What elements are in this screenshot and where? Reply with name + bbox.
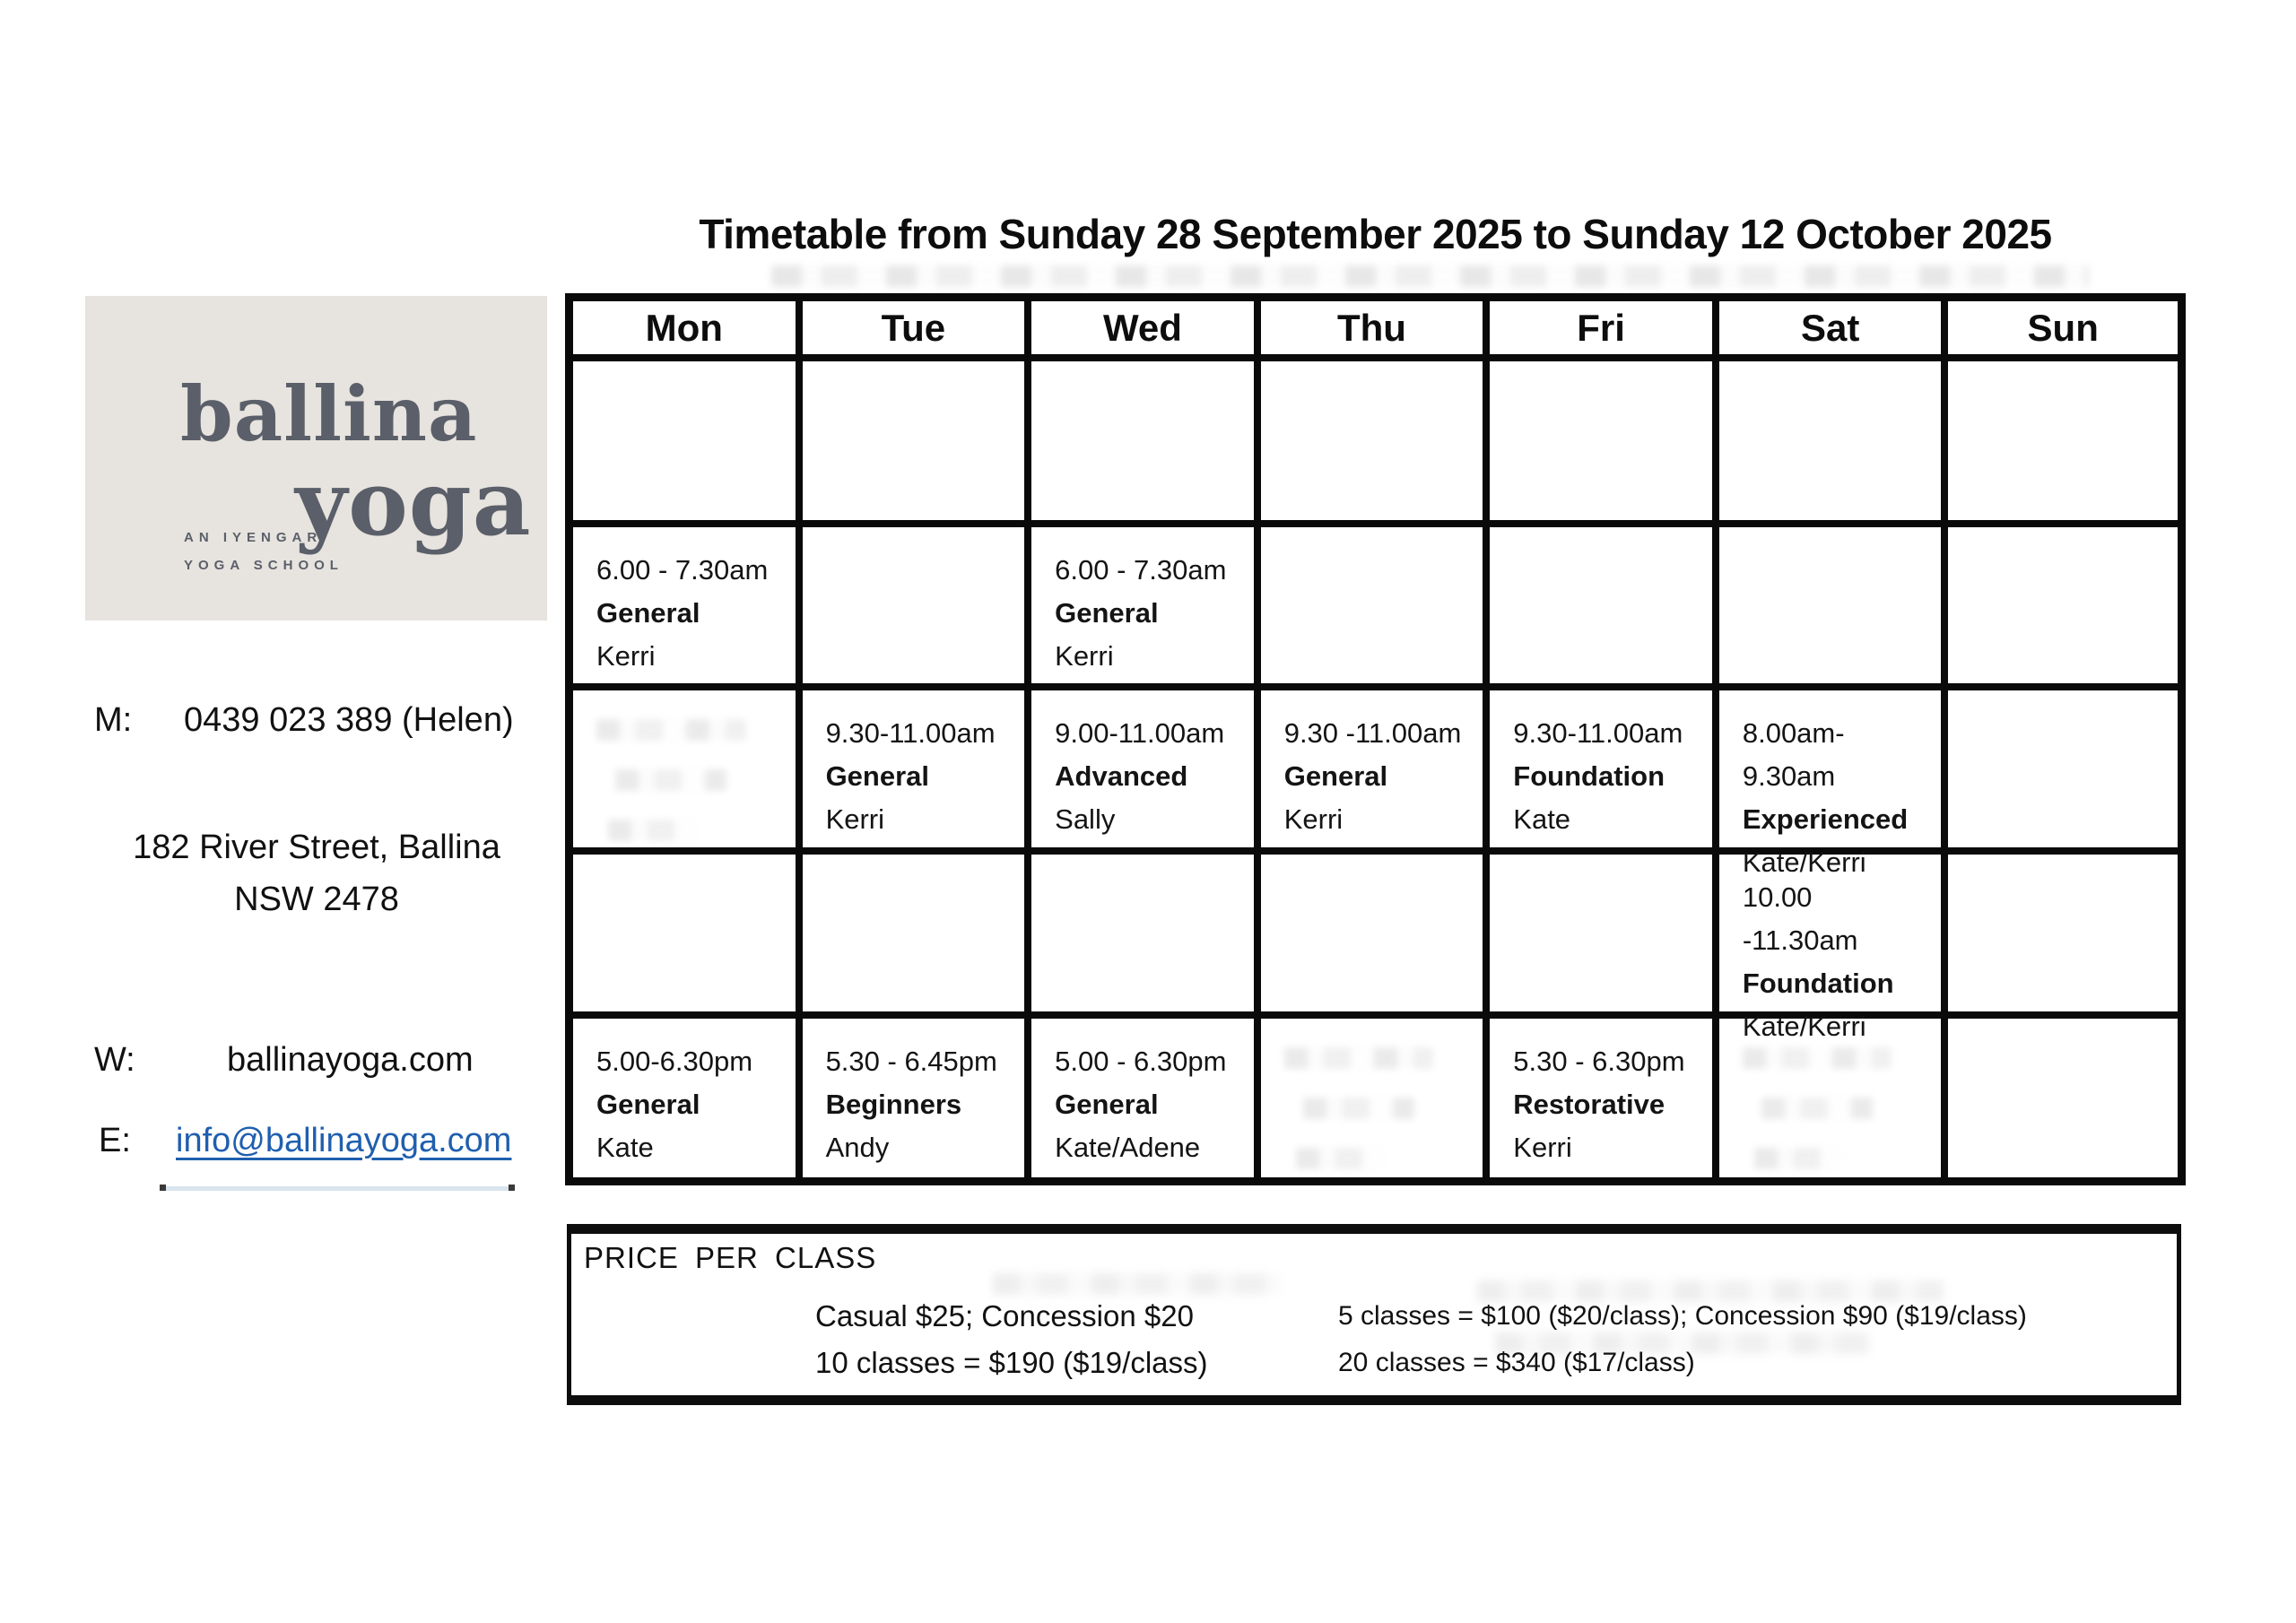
mobile-number: 0439 023 389 (Helen) [184,701,514,739]
class-teacher: Kate/Kerri [1742,846,1866,878]
class-level: Foundation [1742,968,1894,999]
email-underline-artifact [166,1186,509,1191]
day-header-thu: Thu [1261,301,1491,361]
erased-text-smudge [596,719,788,841]
day-header-fri: Fri [1490,301,1719,361]
class-time: 5.00 - 6.30pm [1055,1046,1227,1077]
class-level: General [596,1089,700,1120]
class-cell-tue-530pm [803,1019,1032,1177]
class-time: 5.00-6.30pm [596,1046,753,1077]
class-time: 9.30 -11.00am [1283,717,1462,749]
class-teacher: Kate/Kerri [1742,1011,1866,1042]
day-header-tue: Tue [803,301,1032,361]
pricing-heading: PRICE PER CLASS [584,1241,877,1274]
class-level: Advanced [1055,760,1188,792]
empty-cell [573,361,803,527]
logo-caption [184,524,344,579]
pricing-line-20classes: 20 classes = $340 ($17/class) [1338,1348,1695,1377]
address-line2: NSW 2478 [234,881,399,918]
class-teacher: Kerri [1055,640,1114,672]
ballina-yoga-logo [85,296,547,621]
class-level: Beginners [825,1089,962,1120]
website-label: W: [94,1041,135,1079]
class-teacher: Sally [1055,803,1116,835]
class-level: General [1283,760,1388,792]
page-title: Timetable from Sunday 28 September 2025 to Sunday 12 October 2025 [699,211,2052,257]
class-cell-sat-10am [1719,855,1949,1042]
day-header-mon: Mon [573,301,803,361]
class-time: 5.30 - 6.45pm [825,1046,997,1077]
address-line1: 182 River Street, Ballina [133,829,500,866]
pricing-line-10classes: 10 classes = $190 ($19/class) [815,1346,1208,1379]
class-time: 6.00 - 7.30am [1055,554,1227,586]
mobile-label: M: [94,701,133,739]
class-level: General [825,760,930,792]
logo-caption-line1: AN IYENGAR [184,530,323,545]
class-time: 5.30 - 6.30pm [1513,1046,1685,1077]
class-time: 9.30-11.00am [825,717,996,749]
class-level: Restorative [1513,1089,1665,1120]
class-teacher: Kate [1513,803,1571,835]
empty-cell [803,855,1032,1019]
empty-cell-erased [1719,1019,1949,1177]
empty-cell [1031,855,1261,1019]
class-cell-thu-930am [1261,690,1491,855]
class-cell-tue-930am [803,690,1032,855]
class-level: General [1055,1089,1159,1120]
email-link[interactable]: info@ballinayoga.com [176,1122,512,1159]
class-cell-mon-6am [573,527,803,690]
class-time: 6.00 - 7.30am [596,554,769,586]
empty-cell [803,361,1032,527]
day-header-wed: Wed [1031,301,1261,361]
day-header-sun: Sun [1948,301,2178,361]
empty-cell [1261,855,1491,1019]
empty-cell [1261,361,1491,527]
pricing-box [567,1224,2181,1405]
empty-cell [1490,361,1719,527]
empty-cell [1948,690,2178,855]
erased-text-smudge [1743,1047,1935,1169]
mobile-row [94,701,514,740]
empty-cell [803,527,1032,690]
class-time: 9.00-11.00am [1055,717,1225,749]
class-teacher: Kerri [1283,803,1344,835]
email-label: E: [99,1122,131,1159]
erased-text-smudge [1284,1047,1476,1169]
class-teacher: Kerri [825,803,885,835]
pricing-column-left [815,1293,1208,1386]
class-teacher: Andy [825,1132,890,1163]
empty-cell [1948,855,2178,1019]
class-teacher: Kate/Adene [1055,1132,1201,1163]
logo-word-yoga: yoga [295,450,532,556]
pricing-line-5classes: 5 classes = $100 ($20/class); Concession $90 ($19/class) [1338,1301,2027,1331]
class-cell-wed-9am [1031,690,1261,855]
logo-word-ballina: ballina [180,369,478,458]
empty-cell [1490,527,1719,690]
timetable-grid [565,293,2186,1185]
empty-cell [1261,527,1491,690]
empty-cell [1031,361,1261,527]
class-teacher: Kerri [596,640,656,672]
class-cell-sat-8am [1719,690,1949,878]
pricing-column-right [1338,1293,2027,1386]
day-header-sat: Sat [1719,301,1949,361]
class-time: 8.00am-9.30am [1742,717,1845,792]
class-level: Foundation [1513,760,1665,792]
class-teacher: Kate [596,1132,654,1163]
email-row [99,1122,511,1160]
empty-cell [1490,855,1719,1019]
class-cell-fri-530pm [1490,1019,1719,1177]
empty-cell [1719,527,1949,690]
class-time: 10.00 -11.30am [1742,881,1858,956]
website-url: ballinayoga.com [227,1041,474,1079]
empty-cell [1948,1019,2178,1177]
class-cell-wed-5pm [1031,1019,1261,1177]
pricing-line-casual: Casual $25; Concession $20 [815,1299,1194,1332]
empty-cell [1719,361,1949,527]
class-time: 9.30-11.00am [1513,717,1683,749]
class-level: General [596,597,700,629]
empty-cell [1948,361,2178,527]
empty-cell [573,855,803,1019]
empty-cell-erased [1261,1019,1491,1177]
logo-caption-line2: YOGA SCHOOL [184,558,344,573]
address-block [83,821,551,925]
class-cell-mon-5pm [573,1019,803,1177]
empty-cell [1948,527,2178,690]
website-row [94,1041,474,1080]
class-cell-wed-6am [1031,527,1261,690]
erased-text-smudge [993,1273,1280,1295]
class-level: Experienced [1742,803,1909,835]
class-cell-fri-930am [1490,690,1719,855]
erased-text-smudge [771,265,2090,287]
class-level: General [1055,597,1159,629]
empty-cell-erased [573,690,803,855]
class-teacher: Kerri [1513,1132,1572,1163]
